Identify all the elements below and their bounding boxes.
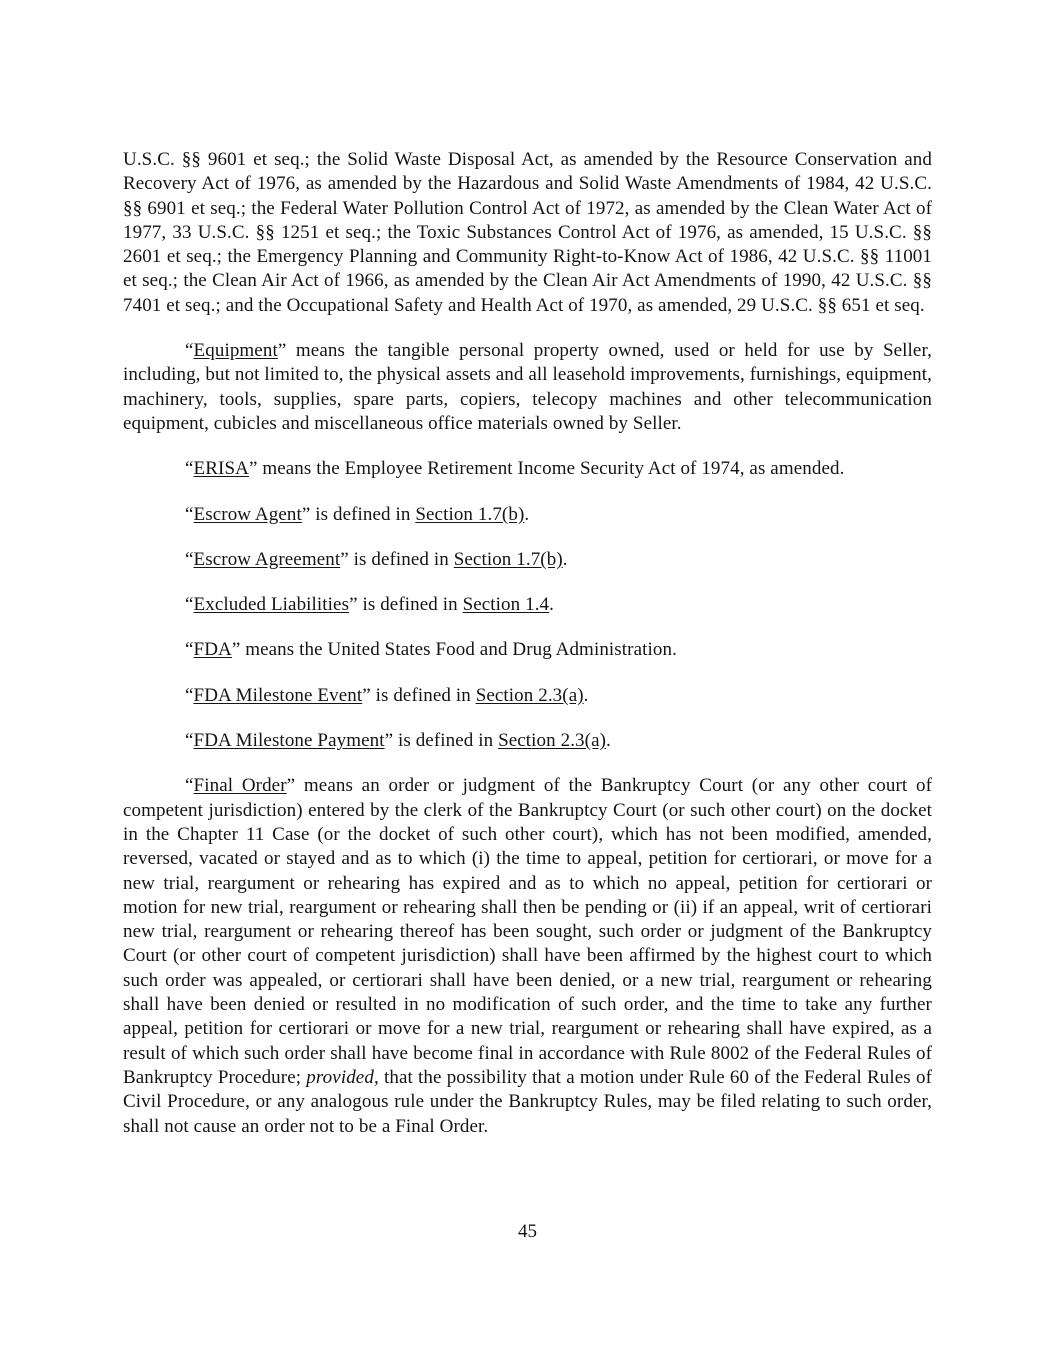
body-text: “	[185, 503, 194, 525]
defined-term: Section 1.7(b)	[415, 503, 525, 525]
defined-term: FDA Milestone Payment	[193, 730, 385, 752]
defined-term: Section 2.3(a)	[475, 684, 584, 706]
body-text: ” is defined in	[349, 594, 463, 616]
defined-term: Excluded Liabilities	[193, 594, 350, 616]
page-number: 45	[518, 1221, 537, 1242]
body-text: “	[185, 684, 194, 706]
body-text: “	[185, 340, 194, 362]
body-text: ” is defined in	[301, 503, 416, 525]
body-text: “	[185, 458, 194, 480]
body-text: .	[549, 594, 555, 616]
body-text: .	[583, 684, 589, 706]
body-text: ” means the tangible personal property owned, used or held for use by Seller, including, but not limited to, the physical assets and all leasehold improvements, furnishings, equipment, machinery, tools, supplies, spare parts, copiers, telecopy machines and other telecommunication equipment, cubicles and miscellaneous office materials owned by Seller.	[123, 340, 932, 434]
italic-text: provided	[306, 1066, 374, 1088]
body-text: .	[562, 548, 568, 570]
defined-term: Section 1.7(b)	[453, 548, 563, 570]
body-text: “	[185, 594, 194, 616]
defined-term: FDA Milestone Event	[193, 684, 363, 706]
paragraph-definition-escrow-agreement	[123, 548, 932, 572]
defined-term: Escrow Agent	[193, 503, 302, 525]
paragraph-environmental-statutes-continuation	[123, 148, 932, 318]
defined-term: ERISA	[193, 458, 249, 480]
body-text: “	[185, 775, 194, 797]
paragraph-definition-equipment	[123, 339, 932, 436]
defined-term: FDA	[193, 639, 232, 661]
body-text: ” means the Employee Retirement Income Security Act of 1974, as amended.	[248, 458, 845, 480]
paragraph-definition-escrow-agent	[123, 503, 932, 527]
body-text: , that the possibility that a motion under Rule 60 of the Federal Rules of Civil Procedure, or any analogous rule under the Bankruptcy Rules, may be filed relating to such order, shall not cause an order not to be a Final Order.	[123, 1066, 932, 1137]
paragraph-definition-fda-milestone-event	[123, 684, 932, 708]
body-text: ” means an order or judgment of the Bankruptcy Court (or any other court of competent jurisdiction) entered by the clerk of the Bankruptcy Court (or such other court) on the docket in the Chapter 11 Case (or the docket of such other court), which has not been modified, amended, reversed, vacated or stayed and as to which (i) the time to appeal, petition for certiorari, or move for a new trial, reargument or rehearing has expired and as to which no appeal, petition for certiorari or motion for new trial, reargument or rehearing shall then be pending or (ii) if an appeal, writ of certiorari new trial, reargument or rehearing thereof has been sought, such order or judgment of the Bankruptcy Court (or other court of competent jurisdiction) shall have been affirmed by the highest court to which such order was appealed, or certiorari shall have been denied, or a new trial, reargument or rehearing shall have been denied or resulted in no modification of such order, and the time to take any further appeal, petition for certiorari or move for a new trial, reargument or rehearing shall have expired, as a result of which such order shall have become final in accordance with Rule 8002 of the Federal Rules of Bankruptcy Procedure;	[123, 775, 933, 1088]
body-text: ” is defined in	[384, 730, 499, 752]
defined-term: Section 2.3(a)	[498, 730, 607, 752]
body-text: ” means the United States Food and Drug Administration.	[231, 639, 677, 661]
defined-term: Escrow Agreement	[193, 548, 341, 570]
paragraph-definition-final-order	[123, 774, 932, 1138]
body-text: “	[185, 548, 194, 570]
body-text: “	[185, 730, 194, 752]
paragraph-definition-fda	[123, 638, 932, 662]
body-text: .	[524, 503, 530, 525]
body-text: ” is defined in	[340, 548, 454, 570]
body-text: ” is defined in	[362, 684, 476, 706]
paragraph-definition-fda-milestone-payment	[123, 729, 932, 753]
paragraph-definition-excluded-liabilities	[123, 593, 932, 617]
defined-term: Final Order	[193, 775, 287, 797]
body-text: “	[185, 639, 194, 661]
body-text: U.S.C. §§ 9601 et seq.; the Solid Waste Disposal Act, as amended by the Resource Conservation and Recovery Act of 1976, as amended by the Hazardous and Solid Waste Amendments of 1984, 42 U.S.C. §§ 6901 et seq.; the Federal Water Pollution Control Act of 1972, as amended by the Clean Water Act of 1977, 33 U.S.C. §§ 1251 et seq.; the Toxic Substances Control Act of 1976, as amended, 15 U.S.C. §§ 2601 et seq.; the Emergency Planning and Community Right-to-Know Act of 1986, 42 U.S.C. §§ 11001 et seq.; the Clean Air Act of 1966, as amended by the Clean Air Act Amendments of 1990, 42 U.S.C. §§ 7401 et seq.; and the Occupational Safety and Health Act of 1970, as amended, 29 U.S.C. §§ 651 et seq.	[123, 149, 932, 316]
defined-term: Equipment	[193, 340, 278, 362]
defined-term: Section 1.4	[462, 594, 550, 616]
paragraph-definition-erisa	[123, 457, 932, 481]
body-text: .	[606, 730, 611, 752]
